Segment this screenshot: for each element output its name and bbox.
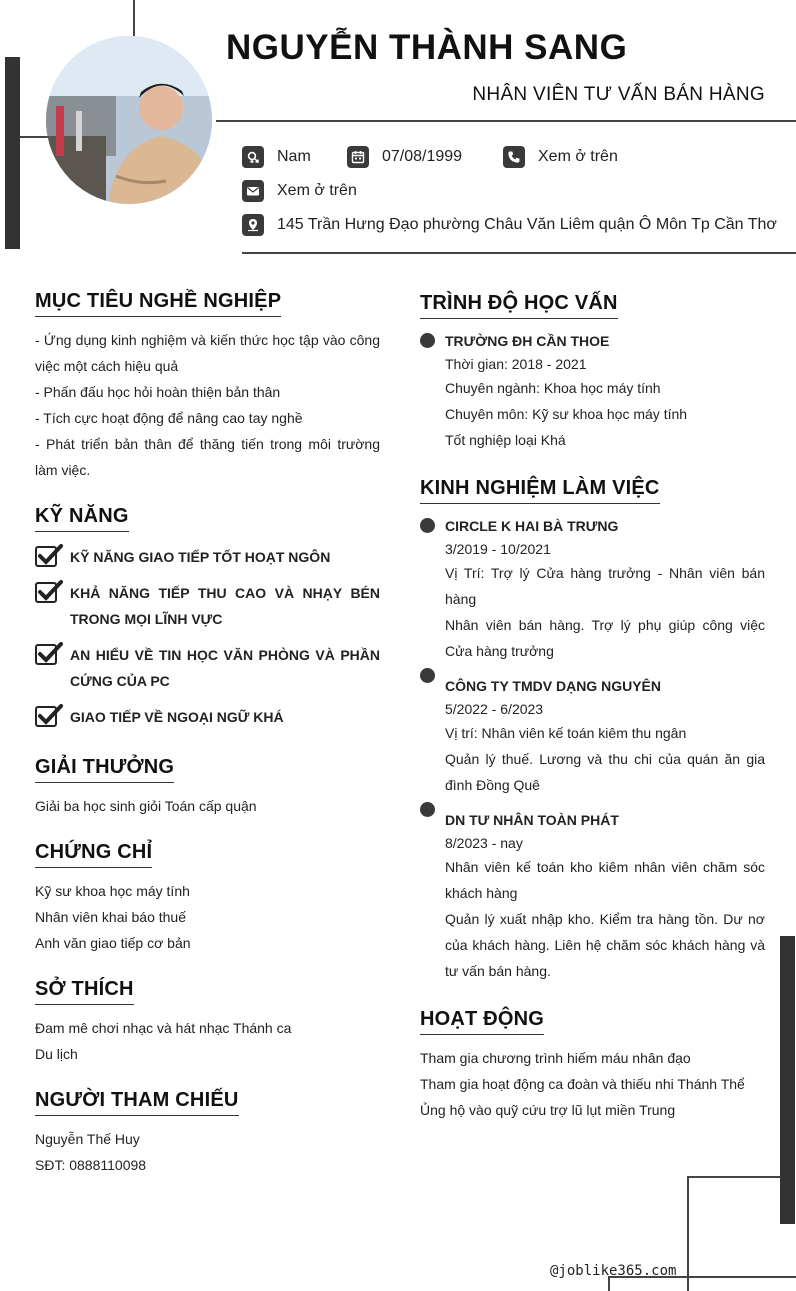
certificate-line: Kỹ sư khoa học máy tính — [35, 883, 190, 899]
hobby-line: Đam mê chơi nhạc và hát nhạc Thánh ca — [35, 1020, 292, 1036]
left-accent-bar — [5, 57, 20, 249]
activities-section — [420, 1008, 765, 1123]
job-detail: Nhân viên kế toán kho kiêm nhân viên chăm sóc khách hàng — [445, 859, 765, 901]
phone-info — [503, 146, 618, 168]
calendar-icon — [347, 146, 369, 168]
objective-line: - Tích cực hoạt động để nâng cao tay nghề — [35, 410, 303, 426]
birthday-value: 07/08/1999 — [382, 148, 463, 165]
timeline-dot — [420, 333, 435, 348]
education-section — [420, 292, 765, 453]
activity-line: Ủng hộ vào quỹ cứu trợ lũ lụt miền Trung — [420, 1102, 676, 1118]
timeline-dot — [420, 668, 435, 683]
job-detail: Vị Trí: Trợ lý Cửa hàng trưởng - Nhân viên bán hàng — [445, 565, 765, 607]
certificate-line: Anh văn giao tiếp cơ bản — [35, 935, 191, 951]
experience-entry — [420, 674, 765, 798]
hobbies-section — [35, 978, 380, 1067]
location-icon — [242, 214, 264, 236]
skills-title: KỸ NĂNG — [35, 505, 129, 532]
phone-value: Xem ở trên — [538, 148, 618, 165]
reference-line: SĐT: 0888110098 — [35, 1157, 147, 1173]
job-detail: Quản lý thuế. Lương và thu chi của quán ăn gia đình Đồng Quê — [445, 751, 765, 793]
experience-entry — [420, 514, 765, 664]
skill-item — [35, 544, 380, 570]
experience-entry — [420, 808, 765, 984]
references-section — [35, 1089, 380, 1178]
gender-value: Nam — [277, 148, 311, 165]
education-grade: Tốt nghiệp loại Khá — [445, 432, 566, 448]
company-name: CIRCLE K HAI BÀ TRƯNG — [445, 518, 619, 534]
job-period: 3/2019 - 10/2021 — [445, 541, 551, 557]
skill-item — [35, 642, 380, 694]
checkbox-checked-icon — [35, 580, 63, 604]
checkbox-checked-icon — [35, 642, 63, 666]
experience-section — [420, 477, 765, 984]
watermark: @joblike365.com — [550, 1263, 677, 1279]
skill-item — [35, 580, 380, 632]
objective-title: MỤC TIÊU NGHỀ NGHIỆP — [35, 290, 281, 317]
job-period: 8/2023 - nay — [445, 835, 523, 851]
info-divider — [242, 252, 796, 254]
hobby-line: Du lịch — [35, 1046, 78, 1062]
bottom-frame-horizontal — [687, 1176, 780, 1178]
avatar — [46, 36, 212, 204]
objective-line: - Phấn đấu học hỏi hoàn thiện bản thân — [35, 384, 281, 400]
checkbox-checked-icon — [35, 704, 63, 728]
certificates-section — [35, 841, 380, 956]
timeline-dot — [420, 802, 435, 817]
skill-label: KHẢ NĂNG TIẾP THU CAO VÀ NHẠY BÉN TRONG MỌI LĨNH VỰC — [70, 585, 380, 627]
education-entry — [420, 329, 765, 453]
school-name: TRƯỜNG ĐH CẦN THOE — [445, 333, 610, 349]
gender-info — [242, 146, 311, 168]
certificate-line: Nhân viên khai báo thuế — [35, 909, 186, 925]
award-line: Giải ba học sinh giỏi Toán cấp quận — [35, 798, 257, 814]
header-divider — [216, 120, 796, 122]
hobbies-title: SỞ THÍCH — [35, 978, 134, 1005]
top-vertical-line — [133, 0, 135, 36]
job-period: 5/2022 - 6/2023 — [445, 701, 544, 717]
education-subject: Chuyên môn: Kỹ sư khoa học máy tính — [445, 406, 688, 422]
birthday-info — [347, 146, 462, 168]
job-detail: Vị trí: Nhân viên kế toán kiêm thu ngân — [445, 725, 687, 741]
phone-icon — [503, 146, 525, 168]
email-value: Xem ở trên — [277, 182, 357, 199]
certificates-title: CHỨNG CHỈ — [35, 841, 152, 868]
company-name: DN TƯ NHÂN TOÀN PHÁT — [445, 812, 619, 828]
job-title: NHÂN VIÊN TƯ VẤN BÁN HÀNG — [472, 84, 765, 105]
job-detail: Quản lý xuất nhập kho. Kiểm tra hàng tồn. Dư nơ của khách hàng. Liên hệ chăm sóc khách hàng và tư vấn bán hàng. — [445, 911, 765, 979]
skill-label: KỸ NĂNG GIAO TIẾP TỐT HOẠT NGÔN — [70, 549, 331, 565]
activity-line: Tham gia hoạt động ca đoàn và thiếu nhi Thánh Thể — [420, 1076, 745, 1092]
activity-line: Tham gia chương trình hiếm máu nhân đạo — [420, 1050, 691, 1066]
awards-section — [35, 756, 380, 819]
candidate-name: NGUYỄN THÀNH SANG — [226, 28, 628, 67]
experience-title: KINH NGHIỆM LÀM VIỆC — [420, 477, 660, 504]
education-major: Chuyên ngành: Khoa học máy tính — [445, 380, 661, 396]
skills-section — [35, 505, 380, 730]
right-column — [420, 292, 765, 1123]
skill-label: GIAO TIẾP VỀ NGOẠI NGỮ KHÁ — [70, 709, 284, 725]
left-column — [35, 290, 380, 1178]
skill-item — [35, 704, 380, 730]
objective-section — [35, 290, 380, 483]
objective-line: - Phát triển bản thân để thăng tiến trong môi trường làm việc. — [35, 436, 380, 478]
checkbox-checked-icon — [35, 544, 63, 568]
education-time: Thời gian: 2018 - 2021 — [445, 356, 587, 372]
email-icon — [242, 180, 264, 202]
skill-label: AN HIỂU VỀ TIN HỌC VĂN PHÒNG VÀ PHẦN CỨNG CỦA PC — [70, 647, 380, 689]
job-detail: Nhân viên bán hàng. Trợ lý phụ giúp công việc Cửa hàng trưởng — [445, 617, 765, 659]
avatar-connector-line — [20, 136, 48, 138]
timeline-dot — [420, 518, 435, 533]
gender-icon — [242, 146, 264, 168]
right-accent-bar — [780, 936, 795, 1224]
awards-title: GIẢI THƯỞNG — [35, 756, 174, 783]
address-value: 145 Trần Hưng Đạo phường Châu Văn Liêm quận Ô Môn Tp Cần Thơ — [277, 216, 777, 233]
education-title: TRÌNH ĐỘ HỌC VẤN — [420, 292, 618, 319]
email-info — [242, 180, 357, 202]
objective-line: - Ứng dụng kinh nghiệm và kiến thức học tập vào công việc một cách hiệu quả — [35, 332, 380, 374]
address-info — [242, 214, 777, 236]
bottom-frame-vertical — [687, 1176, 689, 1291]
reference-line: Nguyễn Thế Huy — [35, 1131, 140, 1147]
activities-title: HOẠT ĐỘNG — [420, 1008, 544, 1035]
company-name: CÔNG TY TMDV DẠNG NGUYÊN — [445, 678, 661, 694]
avatar-photo — [46, 36, 212, 204]
references-title: NGƯỜI THAM CHIẾU — [35, 1089, 239, 1116]
